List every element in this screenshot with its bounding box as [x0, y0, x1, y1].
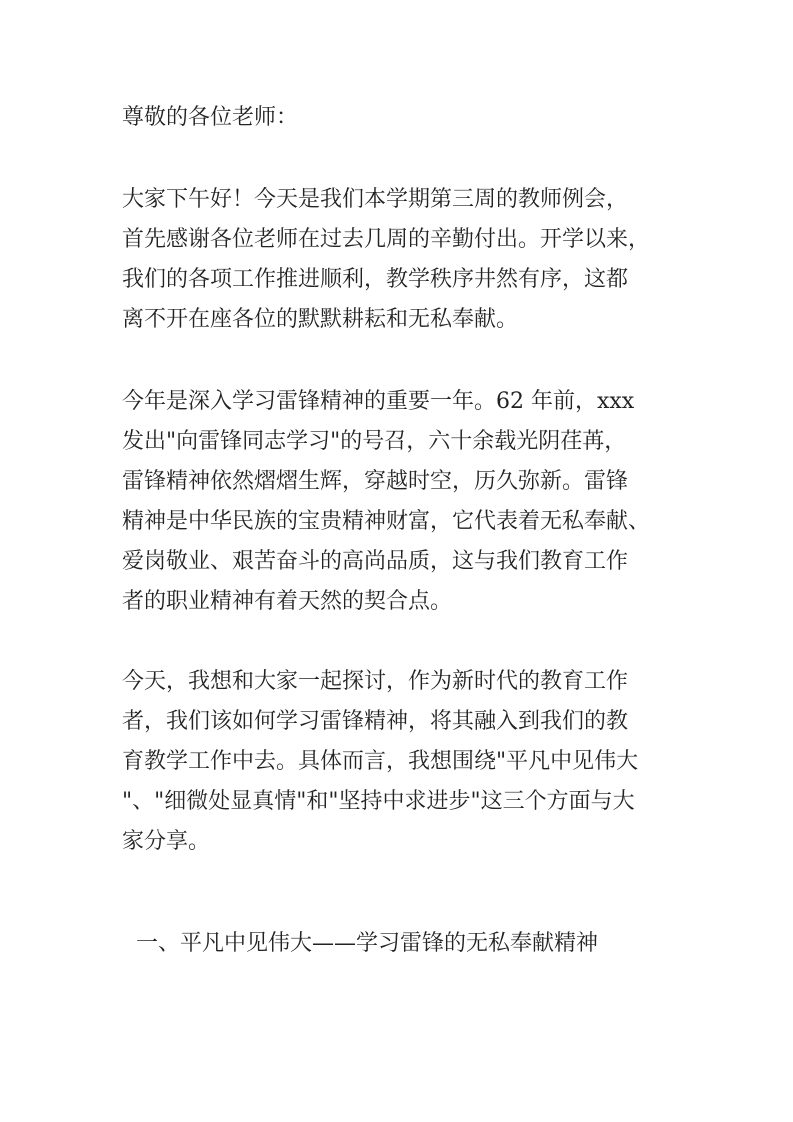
paragraph-line: 今天，我想和大家一起探讨，作为新时代的教育工作 — [122, 669, 629, 694]
paragraph-line: 离不开在座各位的默默耕耘和无私奉献。 — [122, 307, 519, 332]
paragraph-line: 家分享。 — [122, 829, 211, 854]
paragraph-opening — [122, 180, 678, 340]
paragraph-line: 爱岗敬业、艰苦奋斗的高尚品质，这与我们教育工作 — [122, 549, 629, 574]
paragraph-line: 我们的各项工作推进顺利，教学秩序井然有序，这都 — [122, 267, 629, 292]
paragraph-line: 今年是深入学习雷锋精神的重要一年。62 年前，xxx — [122, 389, 635, 414]
salutation-text: 尊敬的各位老师： — [122, 105, 299, 130]
paragraph-discussion — [122, 662, 678, 862]
paragraph-line: 雷锋精神依然熠熠生辉，穿越时空，历久弥新。雷锋 — [122, 469, 629, 494]
paragraph-lei-feng-spirit — [122, 382, 678, 622]
paragraph-line: 发出"向雷锋同志学习"的号召，六十余载光阴荏苒， — [122, 429, 627, 454]
salutation — [122, 98, 678, 138]
paragraph-line: 精神是中华民族的宝贵精神财富，它代表着无私奉献、 — [122, 509, 651, 534]
section-heading: 一、平凡中见伟大——学习雷锋的无私奉献精神 — [136, 931, 599, 956]
paragraph-line: "、"细微处显真情"和"坚持中求进步"这三个方面与大 — [122, 789, 635, 814]
paragraph-line: 者，我们该如何学习雷锋精神，将其融入到我们的教 — [122, 709, 629, 734]
paragraph-line: 大家下午好！今天是我们本学期第三周的教师例会， — [122, 187, 629, 212]
paragraph-line: 首先感谢各位老师在过去几周的辛勤付出。开学以来， — [122, 227, 651, 252]
paragraph-line: 者的职业精神有着天然的契合点。 — [122, 589, 453, 614]
paragraph-line: 育教学工作中去。具体而言，我想围绕"平凡中见伟大 — [122, 749, 639, 774]
